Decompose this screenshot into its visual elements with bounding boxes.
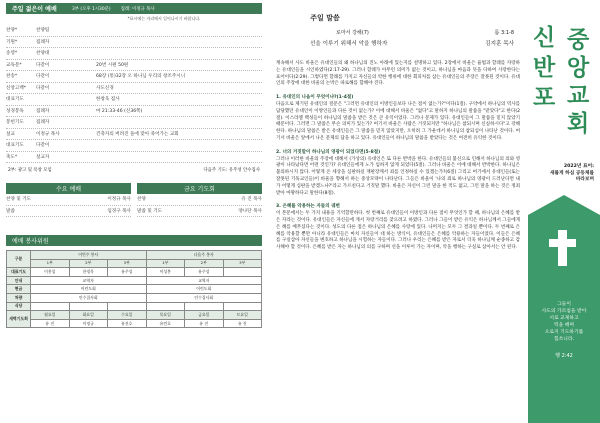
duty-cell: 유 진 bbox=[31, 319, 70, 328]
order-k: 대표기도 bbox=[6, 143, 24, 149]
section-3-title: 3. 은혜를 악용하는 자들의 궤변 bbox=[276, 204, 340, 210]
order-c: 다같이 bbox=[36, 85, 50, 91]
announcement-left: 2부: 광고 및 폭창 모임 bbox=[8, 168, 52, 173]
duty-cell: 유주성 bbox=[185, 268, 224, 277]
order-k: 찬양* bbox=[6, 28, 18, 34]
order-d: 사도신경 bbox=[96, 85, 114, 91]
duty-cell: 구분 bbox=[7, 251, 31, 268]
duty-cell: 안내 bbox=[7, 276, 31, 285]
friday-table bbox=[137, 194, 262, 217]
duty-cell: 이정규 bbox=[69, 319, 108, 328]
church-name-char-1: 신 bbox=[533, 24, 556, 51]
order-k: 신앙고백* bbox=[6, 85, 27, 91]
church-name-char-7: 회 bbox=[567, 110, 590, 137]
sermon-column bbox=[270, 0, 526, 423]
duty-cell: 이성봉 bbox=[146, 268, 185, 277]
verse-line: 떡을 떼며 bbox=[553, 322, 575, 328]
sermon-section-title: 주일 말씀 bbox=[310, 14, 340, 22]
order-c: 이정규 목사 bbox=[36, 131, 60, 137]
order-k: 축도* bbox=[6, 154, 18, 160]
sermon-reference bbox=[276, 29, 524, 36]
cross-icon bbox=[558, 230, 567, 266]
duty-cell: 유 진 bbox=[223, 319, 262, 328]
order-row bbox=[6, 71, 262, 83]
duty-cell: 한정욱 bbox=[69, 268, 108, 277]
section-1-title: 1. 유대인의 나음이 무엇이냐?(1-4절) bbox=[276, 95, 354, 101]
theme-line-1: 2022년 표어: bbox=[563, 164, 594, 169]
wed-role: 찬양 및 기도 bbox=[6, 197, 32, 203]
theme-line-2: 새롭게 하심 공동체를 bbox=[549, 170, 594, 176]
duty-cell: 3부 bbox=[223, 259, 262, 268]
sermon-body bbox=[276, 61, 524, 252]
order-k: 설교 bbox=[6, 131, 15, 137]
duty-cell: 목요일 bbox=[146, 311, 185, 320]
preacher: 김지훈 목사 bbox=[485, 41, 514, 47]
wed-person: 이정규 목사 bbox=[107, 197, 131, 203]
duty-cell: 안수집사회 bbox=[31, 293, 147, 302]
order-d: 68장 (통)32장 오 하나님 우리의 창조주시니 bbox=[96, 74, 186, 80]
order-row bbox=[6, 25, 262, 37]
duty-cell: 금요일 bbox=[185, 311, 224, 320]
duty-cell: 수요일 bbox=[108, 311, 147, 320]
order-row bbox=[6, 37, 262, 49]
order-k: 기원* bbox=[6, 39, 18, 45]
duty-cell: 3부 bbox=[108, 259, 147, 268]
duty-cell bbox=[146, 302, 185, 311]
order-k: 봉헌기도 bbox=[6, 120, 24, 126]
duty-cell: 2부 bbox=[185, 259, 224, 268]
order-k: 송영* bbox=[6, 51, 18, 57]
duty-cell: 식당 bbox=[7, 302, 31, 311]
fri-role: 찬양 bbox=[137, 197, 146, 203]
duty-table bbox=[6, 250, 262, 328]
order-k: 성경봉독 bbox=[6, 108, 24, 114]
duty-cell: 이홍섭 bbox=[31, 268, 70, 277]
order-row bbox=[6, 152, 262, 164]
verse-line: 힘쓰니라. bbox=[553, 336, 575, 342]
church-name-char-6: 교 bbox=[567, 82, 590, 109]
worship-time: 3부 (오후 1시30분) bbox=[72, 6, 111, 12]
church-name-char-3: 반 bbox=[533, 54, 556, 81]
roof-shape bbox=[528, 195, 600, 215]
duty-cell: 유민호 bbox=[146, 319, 185, 328]
order-k: 찬송* bbox=[6, 74, 18, 80]
duty-header bbox=[6, 235, 262, 246]
duty-cell: 유주성 bbox=[108, 268, 147, 277]
scripture-verse bbox=[528, 302, 600, 343]
worship-leader: 집례: 이정규 목사 bbox=[120, 6, 155, 12]
order-row bbox=[6, 60, 262, 72]
order-c: 집례자 bbox=[36, 108, 50, 114]
duty-cell: 안수집사회 bbox=[146, 293, 262, 302]
order-of-worship bbox=[6, 25, 262, 163]
verse-line: 그들이 bbox=[557, 302, 571, 307]
standing-note: *표시에는 자리에서 일어나시기 바랍니다. bbox=[127, 16, 201, 21]
church-name bbox=[531, 24, 597, 137]
church-cover-column bbox=[528, 0, 600, 423]
duty-cell bbox=[108, 302, 147, 311]
order-c: 다같이 bbox=[36, 143, 50, 149]
duty-cell: 월요일 bbox=[31, 311, 70, 320]
church-name-char-2: 중 bbox=[567, 26, 590, 53]
order-row bbox=[6, 106, 262, 118]
duty-cell: 교역자 bbox=[146, 276, 262, 285]
yearly-theme bbox=[528, 164, 600, 184]
wednesday-row bbox=[6, 194, 131, 206]
fri-person: 유 진 목사 bbox=[241, 197, 262, 203]
verse-line: 오로지 기도하기를 bbox=[544, 329, 584, 335]
duty-cell: 1부 bbox=[146, 259, 185, 268]
order-c: 찬양대 bbox=[36, 51, 50, 57]
announcement-right: 다음주 기도: 유주성 안수집사 bbox=[203, 168, 260, 173]
verse-line: 사도의 가르침을 받아 bbox=[541, 308, 587, 314]
duty-cell: 어린도회 bbox=[31, 285, 147, 294]
duty-cell: 토요일 bbox=[223, 311, 262, 320]
order-c: 다같이 bbox=[36, 74, 50, 80]
sermon-heading bbox=[276, 39, 524, 47]
order-k: 대표기도 bbox=[6, 97, 24, 103]
order-row bbox=[6, 117, 262, 129]
announcement-line bbox=[6, 167, 262, 173]
order-c: 찬양팀 bbox=[36, 28, 50, 34]
duty-cell: 다음주 봉사 bbox=[146, 251, 262, 260]
church-name-char-5: 포 bbox=[533, 84, 556, 111]
wed-role: 말씀 bbox=[6, 208, 15, 214]
weekday-headers bbox=[6, 183, 262, 194]
duty-cell: 유진호 bbox=[108, 319, 147, 328]
church-name-char-4: 앙 bbox=[567, 54, 590, 81]
section-3-body: 이 본문에서는 두 가지 내용을 기억할만하다. 첫 번째로 유대인들이 이방인과 다른 점이 무엇인가 할 때, 하나님의 은혜를 받은 자라는 것이다. 유대인들은 자신들에 게서 자랑거리를 찾으려고 하였다. 그러나 그들이 받은 유익은 하나님께서 그들에게 은 혜를 베푸셨다는 것이다. 성도의 다른 점은 하나님의 은혜를 사랑에 있다. 나머지는 모두 그 결과일 뿐이다. 두 번째로 은혜를 악용할 뿐만 아니라 유대인들은 마치 자신들이 대 하는 방식이, 유대인들은 은혜를 악용하는 자들이었다. 이들은 은혜를 구실삼아 자신들을 변호하고 하나님을 시험하는 자들이다. 그러나 우리는 은혜를 받은 자로서 더욱 하나님께 순종하고 감사해야 할 것이다. 은혜를 받은 자는 하나님의 의를 구하며 선을 이루어 가는 자이며, 악을 행하는 구실로 삼아서는 안 된다. bbox=[276, 211, 520, 251]
order-c: 설교자 bbox=[36, 154, 50, 160]
duty-cell: 교역자 bbox=[31, 276, 147, 285]
fri-person: 양나단 목사 bbox=[238, 208, 262, 214]
duty-cell: 2부 bbox=[69, 259, 108, 268]
order-c: 다같이 bbox=[36, 62, 50, 68]
duty-cell: 현금 bbox=[7, 285, 31, 294]
wednesday-table bbox=[6, 194, 131, 217]
order-row bbox=[6, 48, 262, 60]
series-title: 로마서 강해(7) bbox=[336, 30, 369, 36]
friday-row bbox=[137, 206, 262, 218]
wednesday-header bbox=[6, 183, 131, 194]
order-d: 건축자의 버려진 돌에 맞아 죽어가는 교회 bbox=[96, 131, 179, 137]
worship-info-column bbox=[0, 0, 268, 423]
order-c: 집례자 bbox=[36, 120, 50, 126]
duty-cell bbox=[223, 268, 262, 277]
wednesday-row bbox=[6, 206, 131, 218]
friday-header bbox=[137, 183, 262, 194]
duty-cell: 이번주 봉사 bbox=[31, 251, 147, 260]
wed-person: 임경구 목사 bbox=[107, 208, 131, 214]
section-1-body: 다음으로 제기된 유대인의 질문은 "그러면 유대인의 이방인들보다 나은 점이 없는가?"이다(1절). 구약에서 하나님의 역사를 담당했던 유대인이 이방인들과 다른 것이 없는가? 이에 대해서 바울은 "없다"고 말하지 하나님의 말씀을 "맡았다"고 한다(2절). 이스라엘 백성들이 하나님의 말씀을 받은 것은 큰 유익이었다. 그러나 문제가 있다. 유대인들이 그 말씀을 믿지 않았기 때문이다. 그러면 그 말씀은 무슨 의미가 있는가? 여기서 바울은 사람은 거짓되지만 "하나님은 참되시며 신실하시다"고 강해 한다. 하나님의 말씀은 받은 유대인들은 그 말씀을 믿지 않았지만, 오히려 그 가운데서 하나님의 참되심이 나타난 것이다. 여기서 바울은 앞에서 나온 문제의 답을 하고 있다. 유대인들이 하나님의 말씀을 받았다는 것은 여전히 유익한 것이다. bbox=[276, 101, 520, 141]
duty-cell: 화요일 bbox=[69, 311, 108, 320]
sermon-title: 선을 이루기 위해서 악을 행하자 bbox=[310, 41, 388, 47]
order-row bbox=[6, 140, 262, 152]
duty-cell bbox=[185, 302, 224, 311]
order-k: 교독문* bbox=[6, 62, 22, 68]
order-d: 한창욱 집사 bbox=[96, 97, 120, 103]
friday-title: 금요 기도회 bbox=[184, 186, 215, 193]
weekday-services bbox=[6, 194, 262, 217]
order-d: 마 21:33-46 (신36쪽) bbox=[96, 108, 143, 114]
duty-title: 예배 봉사위원 bbox=[12, 238, 49, 245]
verse-line: 서로 교제하고 bbox=[549, 315, 579, 321]
duty-cell: 대표기도 bbox=[7, 268, 31, 277]
verse-reference: 행 2:42 bbox=[555, 353, 573, 359]
duty-cell: 새벽기도회 bbox=[7, 311, 31, 328]
duty-cell: 어린도회 bbox=[146, 285, 262, 294]
order-row bbox=[6, 129, 262, 141]
order-d: 20번 시편 50편 bbox=[96, 62, 129, 68]
sermon-intro: 계속해서 사도 바울은 유대인들의 왜 하나님의 진노 아래에 있는지를 설명하고 있다. 2장에서 바울은 율법과 할례를 자랑하는 유대인들을 시인하였다(2:17-29). 그러나 할례가 아무런 의미가 없는 것이고, 하나님을 마음과 뜻을 다하여 사랑한다는 표어이다(2:29). 그렇다면 할례를 가지고 자신들의 약한 행위에 대한 회피처를 삼는 유대인들의 주장은 잘못된 것이다. 유대인의 주장에 대한 바울의 논박은 따로해를 합해야 진다. bbox=[276, 61, 520, 87]
wednesday-title: 수요 예배 bbox=[55, 186, 82, 193]
friday-row bbox=[137, 194, 262, 206]
duty-cell bbox=[69, 302, 108, 311]
order-row bbox=[6, 94, 262, 106]
cross-icon-bar bbox=[549, 239, 576, 247]
worship-title: 주일 젊은이 예배 bbox=[12, 6, 57, 13]
theme-line-3: 바라보며 bbox=[575, 177, 594, 183]
duty-cell: 1부 bbox=[31, 259, 70, 268]
scripture-ref: 롬 3:1-8 bbox=[494, 30, 514, 36]
duty-cell: 차량 bbox=[7, 293, 31, 302]
section-2-title: 2. 너의 거짓말이 하나님의 영광이 되었다면(5-8절) bbox=[276, 149, 381, 155]
duty-cell bbox=[31, 302, 70, 311]
fri-role: 말씀 및 기도 bbox=[137, 208, 163, 214]
section-2-body: 그러나 이러한 바울의 주장에 대해서 (가상의) 유대인은 또 다른 반박을 한다. 유대인들의 불신으로 인해서 하나님의 의와 영광이 나타났다면 어떤 것인가? 유대인들에게 노가 임하지 않게 되었다(5절). 그러나 바울은 이에 대해서 반박한다. 하나님은 불의하시지 않다. 어떻게 온 세상을 심판하실 재판장께서 죄를 인정하실 수 있겠는가?(6절) 그리고 여기에서 유대인들(또는 잘못된 기독교인들)이 바울을 향해서 하는 중상모략이 나타난다. 그들은 바울이 '나의 죄로 하나님의 영광이 드러난다면 내가 어떻게 심판을 받겠느냐?'라고 가르친다고 거짓말 했다. 바울은 자신이 그런 말을 한 적도 없고, 그런 말을 하는 것은 정죄 받아 마땅하다고 말한다(8절). bbox=[276, 156, 520, 196]
duty-cell: 유 진 bbox=[185, 319, 224, 328]
order-row bbox=[6, 83, 262, 95]
order-c: 집례자 bbox=[36, 39, 50, 45]
duty-cell bbox=[223, 302, 262, 311]
